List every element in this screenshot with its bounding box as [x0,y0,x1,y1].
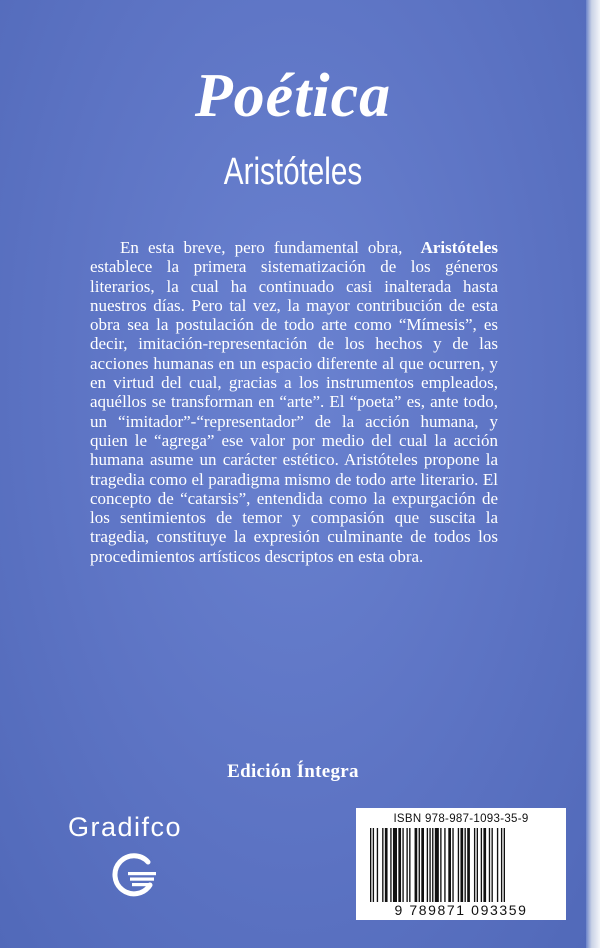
page-edge [586,0,600,948]
synopsis-author-name: Aristóteles [420,238,499,257]
synopsis-intro: En esta breve, pero fundamental obra, [120,238,403,257]
edition-label: Edición Íntegra [227,761,359,782]
synopsis-body: establece la primera sistematización de los géneros literarios, la cual ha continuado casi inalterada hasta nuestros días. Pero tal vez, la mayor contribución de esta obra sea la postulación de todo arte como “Mímesis”, es decir, imitación-representación de los hechos y de las acciones humanas en un espacio diferente al que ocurren, y en virtud del cual, gracias a los instrumentos empleados, aquéllos se transforman en “arte”. El “poeta” es, ante todo, un “imitador”-“representador” de la acción humana, y quien le “agrega” ese valor por medio del cual la acción humana asume un carácter estético. Aristóteles propone la tragedia como el paradigma mismo de todo arte literario. El concepto de “catarsis”, entendida como la expurgación de los sentimientos de temor y compasión que suscita la tragedia, constituye la expresión culminante de todos los procedimientos artísticos descriptos en esta obra. [90,257,498,566]
barcode-icon [366,828,558,902]
barcode-number: 9 789871 093359 [394,902,528,918]
publisher-logo-icon [110,852,160,900]
book-synopsis [90,238,498,566]
barcode-panel [356,808,566,920]
book-author: Aristóteles [223,151,363,193]
isbn-label: ISBN 978-987-1093-35-9 [393,813,529,825]
book-title: Poética [194,62,392,130]
publisher-name: Gradifco [68,812,183,842]
